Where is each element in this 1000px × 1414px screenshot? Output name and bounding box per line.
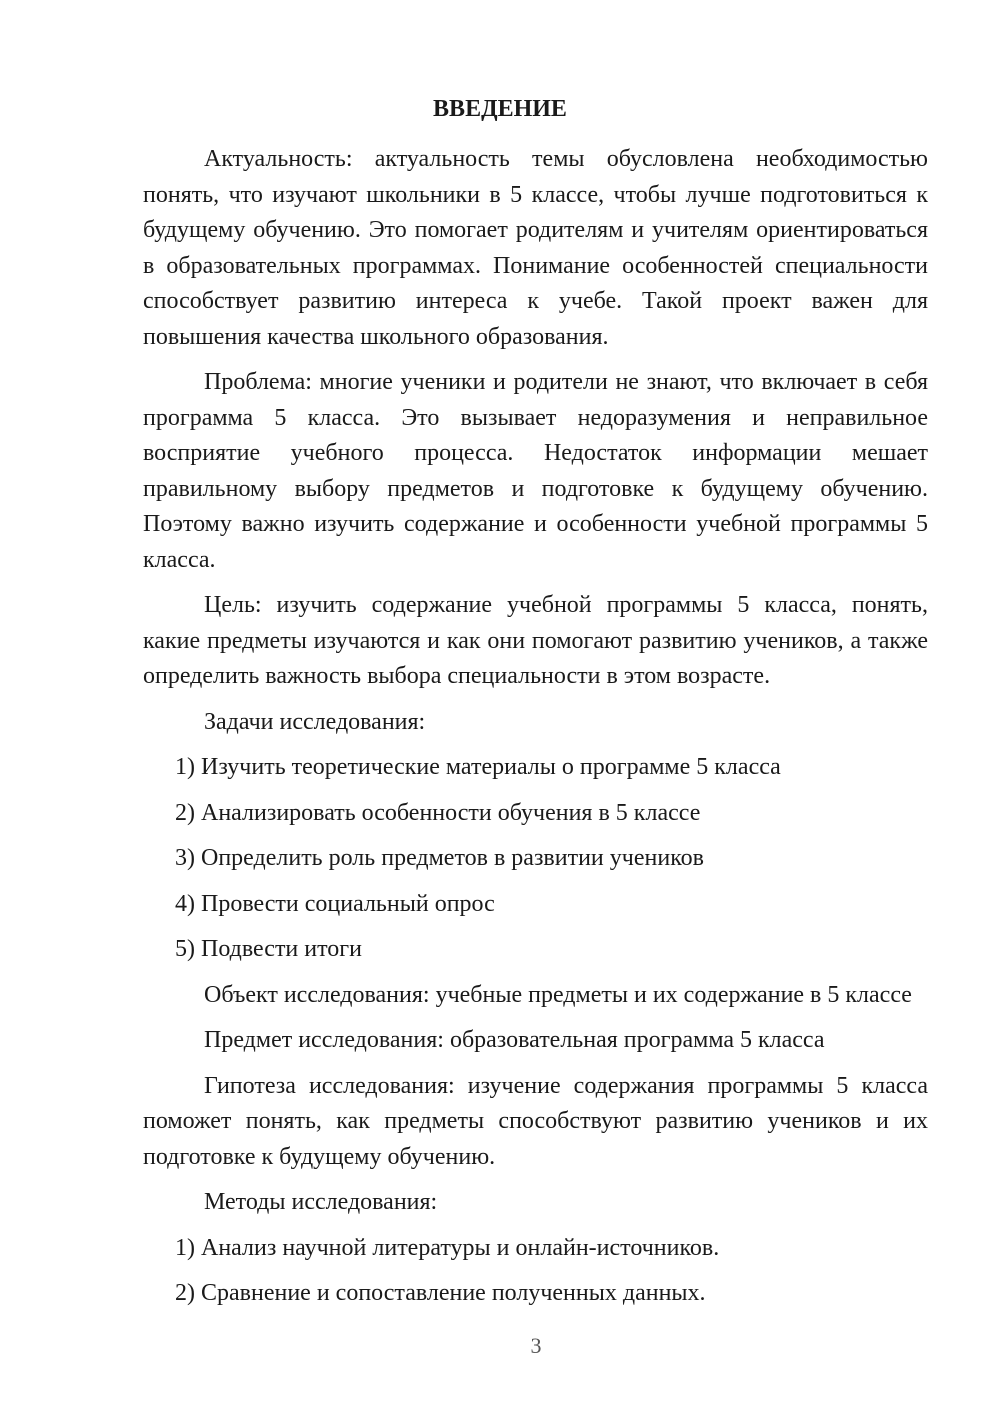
tasks-heading: Задачи исследования: [204,708,426,735]
goal-paragraph: Цель: изучить содержание учебной программы 5 класса, понять, какие предметы изучаются и как они помогают развитию учеников, а также определить важность выбора специальности в этом возрасте. [143,592,928,689]
object-paragraph: Объект исследования: учебные предметы и их содержание в 5 классе [204,981,912,1008]
tasks-list [143,750,928,968]
task-item: 5) Подвести итоги [175,936,362,962]
page-number: 3 [530,1333,542,1358]
methods-heading: Методы исследования: [204,1189,438,1215]
task-item: 4) Провести социальный опрос [175,890,495,917]
method-item: 1) Анализ научной литературы и онлайн-источников. [175,1234,720,1261]
methods-list [143,1231,928,1312]
method-item: 2) Сравнение и сопоставление полученных данных. [175,1280,706,1306]
task-item: 1) Изучить теоретические материалы о программе 5 класса [175,754,781,780]
page-title: ВВЕДЕНИЕ [433,96,567,122]
relevance-paragraph: Актуальность: актуальность темы обусловлена необходимостью понять, что изучают школьники в 5 классе, чтобы лучше подготовиться к будущему обучению. Это помогает родителям и учителям ориентироваться в образовательных программах. Понимание особенностей специальности способствует развитию интереса к учебе. Такой проект важен для повышения качества школьного образования. [143,146,928,350]
task-item: 3) Определить роль предметов в развитии учеников [175,845,704,871]
task-item: 2) Анализировать особенности обучения в 5 классе [175,799,701,826]
document-body [143,142,928,1322]
hypothesis-paragraph: Гипотеза исследования: изучение содержания программы 5 класса поможет понять, как предметы способствуют развитию учеников и их подготовке к будущему обучению. [143,1072,928,1170]
subject-paragraph: Предмет исследования: образовательная программа 5 класса [204,1027,825,1053]
problem-paragraph: Проблема: многие ученики и родители не знают, что включает в себя программа 5 класса. Это вызывает недоразумения и неправильное восприятие учебного процесса. Недостаток информации мешает правильному выбору предметов и подготовке к будущему обучению. Поэтому важно изучить содержание и особенности учебной программы 5 класса. [143,369,928,573]
